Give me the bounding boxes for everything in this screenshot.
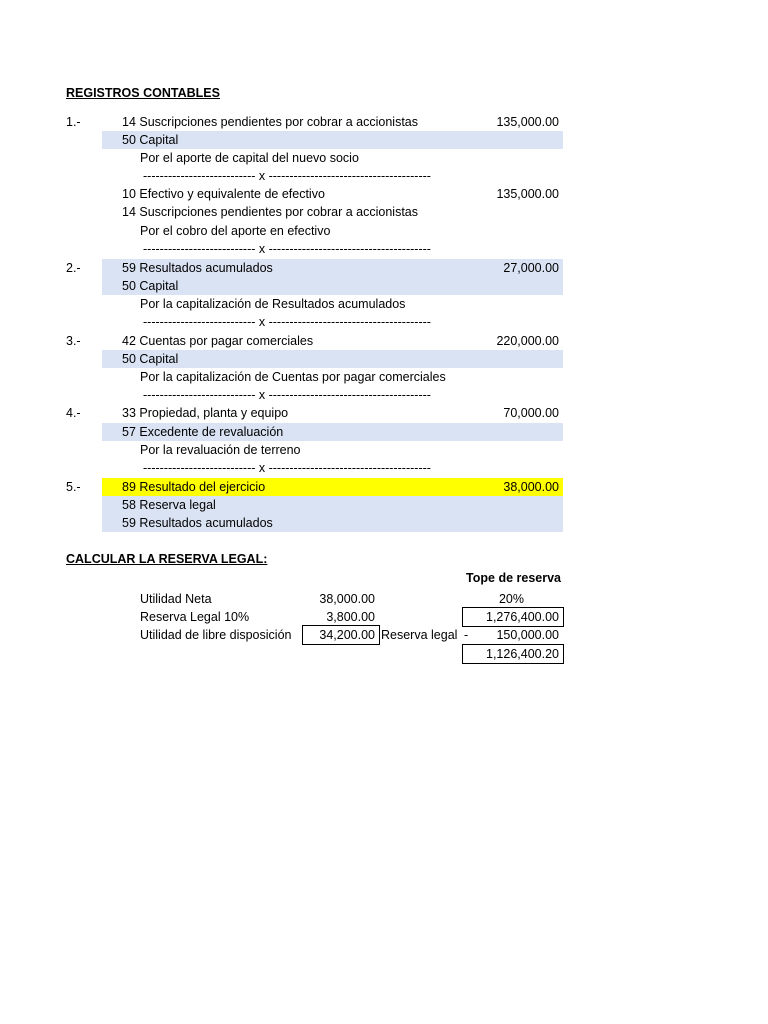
credit-account: 59 Resultados acumulados [122,516,273,530]
entry-gloss: Por el cobro del aporte en efectivo [140,224,331,238]
reserva-legal-tope-value: 150,000.00 [496,628,559,642]
debit-amount: 70,000.00 [503,406,559,420]
reserva-legal-value: 3,800.00 [326,610,375,624]
minus-sign: - [464,628,469,642]
tope-label: Tope de reserva [466,571,561,585]
debit-account: 42 Cuentas por pagar comerciales [122,334,314,348]
tope-percent: 20% [498,592,524,606]
separator: --------------------------- x --------------------------------------- [143,461,431,475]
reserva-legal-label: Reserva Legal 10% [140,610,250,624]
entry-number: 2.- [66,261,81,275]
debit-account: 33 Propiedad, planta y equipo [122,406,289,420]
debit-account: 10 Efectivo y equivalente de efectivo [122,187,325,201]
utilidad-neta-value: 38,000.00 [319,592,375,606]
libre-disposicion-value: 34,200.00 [319,628,375,642]
debit-amount: 38,000.00 [503,480,559,494]
separator: --------------------------- x --------------------------------------- [143,388,431,402]
debit-amount: 27,000.00 [503,261,559,275]
entry-gloss: Por la revaluación de terreno [140,443,301,457]
debit-account: 59 Resultados acumulados [122,261,273,275]
reserva-legal-tope-label: Reserva legal [381,628,458,642]
debit-amount: 135,000.00 [496,115,559,129]
debit-amount: 135,000.00 [496,187,559,201]
entry-gloss: Por la capitalización de Resultados acumulados [140,297,406,311]
credit-account: 50 Capital [122,133,179,147]
utilidad-neta-label: Utilidad Neta [140,592,212,606]
credit-account: 58 Reserva legal [122,498,216,512]
entry-gloss: Por el aporte de capital del nuevo socio [140,151,359,165]
credit-account: 50 Capital [122,279,179,293]
entry-number: 3.- [66,334,81,348]
separator: --------------------------- x --------------------------------------- [143,169,431,183]
result-value: 1,126,400.20 [486,647,559,661]
page-title: REGISTROS CONTABLES [66,86,220,100]
entry-number: 4.- [66,406,81,420]
entry-number: 1.- [66,115,81,129]
debit-amount: 220,000.00 [496,334,559,348]
entry-gloss: Por la capitalización de Cuentas por pagar comerciales [140,370,446,384]
separator: --------------------------- x --------------------------------------- [143,315,431,329]
entry-number: 5.- [66,480,81,494]
debit-account: 89 Resultado del ejercicio [122,480,266,494]
debit-account: 14 Suscripciones pendientes por cobrar a accionistas [122,115,419,129]
separator: --------------------------- x --------------------------------------- [143,242,431,256]
credit-account: 50 Capital [122,352,179,366]
section-heading: CALCULAR LA RESERVA LEGAL: [66,552,268,566]
credit-account: 57 Excedente de revaluación [122,425,284,439]
libre-disposicion-label: Utilidad de libre disposición [140,628,292,642]
credit-account: 14 Suscripciones pendientes por cobrar a accionistas [122,205,419,219]
tope-value: 1,276,400.00 [486,610,559,624]
